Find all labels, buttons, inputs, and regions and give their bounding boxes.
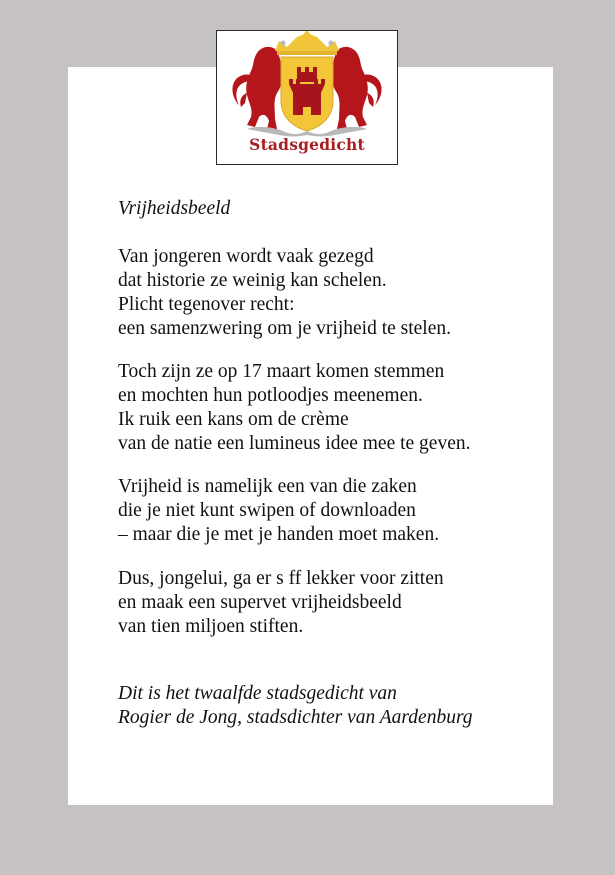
colophon [118, 682, 473, 730]
poem-line: die je niet kunt swipen of downloaden [118, 500, 416, 521]
poem-line: Ik ruik een kans om de crème [118, 409, 349, 430]
poem-line: van de natie een lumineus idee mee te geven. [118, 433, 471, 454]
poem-line: Van jongeren wordt vaak gezegd [118, 246, 374, 267]
poem-line: Dus, jongelui, ga er s ff lekker voor zitten [118, 568, 444, 589]
stanza-2 [118, 360, 470, 456]
poem-line: Vrijheid is namelijk een van die zaken [118, 476, 417, 497]
poem-line: een samenzwering om je vrijheid te stelen. [118, 318, 452, 339]
poem-title: Vrijheidsbeeld [118, 198, 231, 219]
poem-line: dat historie ze weinig kan schelen. [118, 270, 387, 291]
stanza-3 [118, 475, 439, 547]
poem-line: en maak een supervet vrijheidsbeeld [118, 592, 402, 613]
colophon-line: Dit is het twaalfde stadsgedicht van [118, 683, 397, 704]
crown-icon [275, 31, 339, 55]
poem-line: Toch zijn ze op 17 maart komen stemmen [118, 361, 445, 382]
logo-label: Stadsgedicht [249, 135, 365, 154]
stanza-4 [118, 567, 444, 639]
poem-line: en mochten hun potloodjes meenemen. [118, 385, 423, 406]
poem-line: Plicht tegenover recht: [118, 294, 295, 315]
colophon-line: Rogier de Jong, stadsdichter van Aardenburg [118, 707, 473, 728]
stadsgedicht-logo [216, 30, 398, 165]
poem-line: – maar die je met je handen moet maken. [118, 524, 440, 545]
stanza-1 [118, 245, 451, 341]
poem-line: van tien miljoen stiften. [118, 616, 304, 637]
